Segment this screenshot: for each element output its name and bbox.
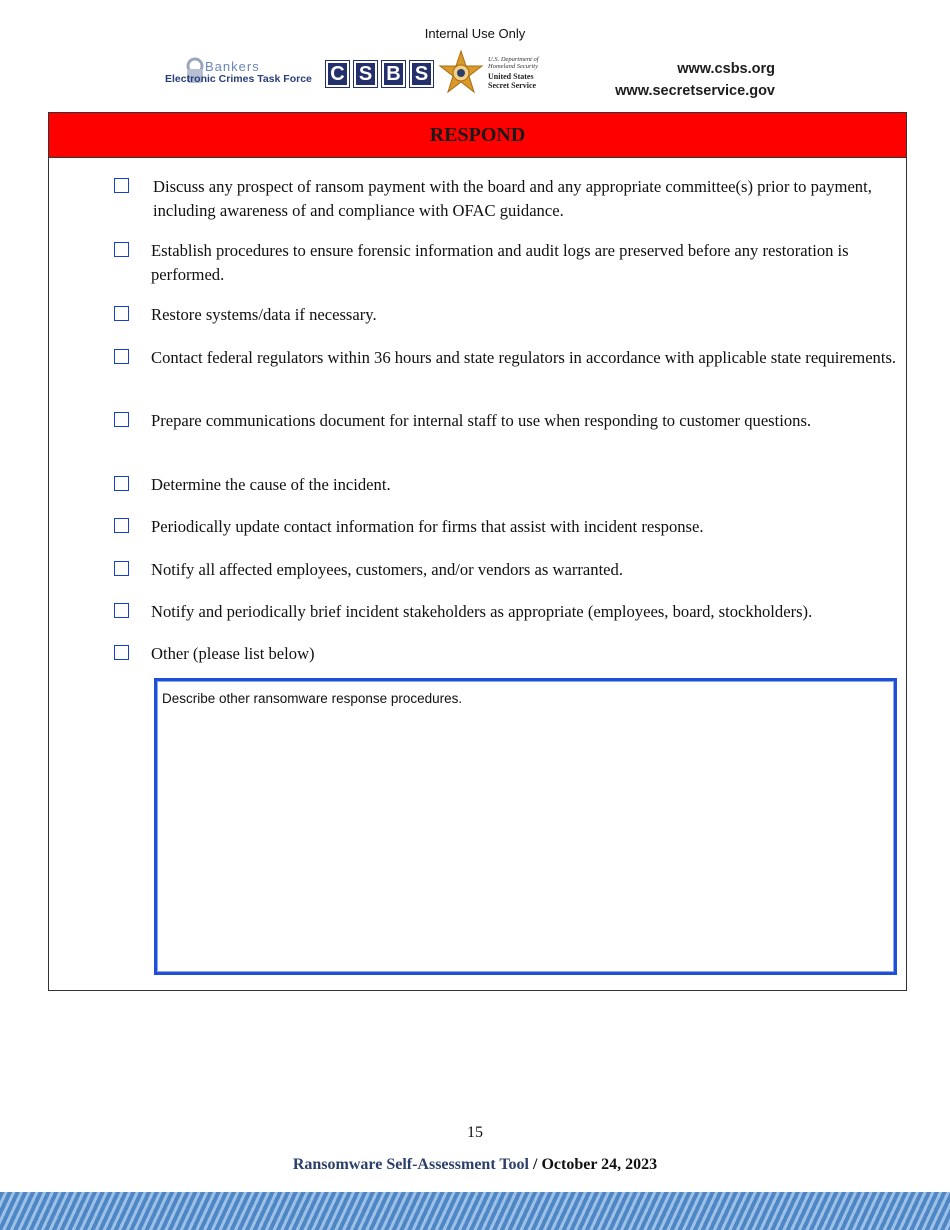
- checklist-item-text: Other (please list below): [151, 644, 315, 663]
- bankers-ectf-logo: [165, 56, 315, 90]
- checklist-item-text: Contact federal regulators within 36 hours and state regulators in accordance with applicable state requirements.: [151, 348, 897, 367]
- checkbox[interactable]: [114, 645, 129, 660]
- checklist-item-text: Notify and periodically brief incident stakeholders as appropriate (employees, board, stockholders).: [151, 602, 813, 621]
- checkbox[interactable]: [114, 561, 129, 576]
- checkbox[interactable]: [114, 476, 129, 491]
- page-number: 15: [467, 1124, 483, 1141]
- other-procedures-field[interactable]: [154, 678, 897, 975]
- csbs-url[interactable]: www.csbs.org: [677, 61, 775, 77]
- classification-label: Internal Use Only: [424, 26, 526, 41]
- csbs-letter: S: [409, 60, 434, 88]
- checklist-item-text: Periodically update contact information for firms that assist with incident response.: [151, 517, 704, 536]
- star-badge-icon: [438, 50, 484, 96]
- checkbox[interactable]: [114, 242, 129, 257]
- checkbox[interactable]: [114, 306, 129, 321]
- respond-section: [48, 112, 907, 991]
- checkbox[interactable]: [114, 178, 129, 193]
- bankers-word: Bankers: [205, 59, 260, 74]
- dhs-label: U.S. Department of Homeland Security: [488, 56, 539, 70]
- secretservice-url[interactable]: www.secretservice.gov: [615, 83, 775, 99]
- checkbox[interactable]: [114, 412, 129, 427]
- footer-title: [0, 1156, 950, 1174]
- section-title: RESPOND: [49, 113, 906, 158]
- footer-stripe: [0, 1192, 950, 1230]
- usss-label: United States Secret Service: [488, 72, 537, 90]
- document-date: October 24, 2023: [541, 1156, 658, 1173]
- other-procedures-placeholder: Describe other ransomware response procedures.: [162, 691, 463, 706]
- checklist-item-text: Restore systems/data if necessary.: [151, 305, 377, 324]
- checklist-item-text: Prepare communications document for internal staff to use when responding to customer questions.: [151, 411, 812, 430]
- ectf-word: Electronic Crimes Task Force: [165, 73, 312, 85]
- csbs-letter: B: [381, 60, 406, 88]
- checklist-item-text: Determine the cause of the incident.: [151, 475, 391, 494]
- usss-logo: [438, 50, 548, 96]
- header-urls: [615, 58, 775, 102]
- document-title: Ransomware Self-Assessment Tool: [292, 1156, 529, 1173]
- checklist-item-text: Notify all affected employees, customers, and/or vendors as warranted.: [151, 560, 623, 579]
- csbs-logo: [325, 60, 434, 88]
- checkbox[interactable]: [114, 518, 129, 533]
- checklist-item-text: Establish procedures to ensure forensic information and audit logs are preserved before any restoration is performed.: [151, 241, 849, 284]
- footer-separator: /: [529, 1156, 542, 1173]
- checklist-item-text: Discuss any prospect of ransom payment with the board and any appropriate committee(s) prior to payment, including awareness of and compliance with OFAC guidance.: [153, 177, 872, 220]
- csbs-letter: C: [325, 60, 350, 88]
- csbs-letter: S: [353, 60, 378, 88]
- checkbox[interactable]: [114, 603, 129, 618]
- checkbox[interactable]: [114, 349, 129, 364]
